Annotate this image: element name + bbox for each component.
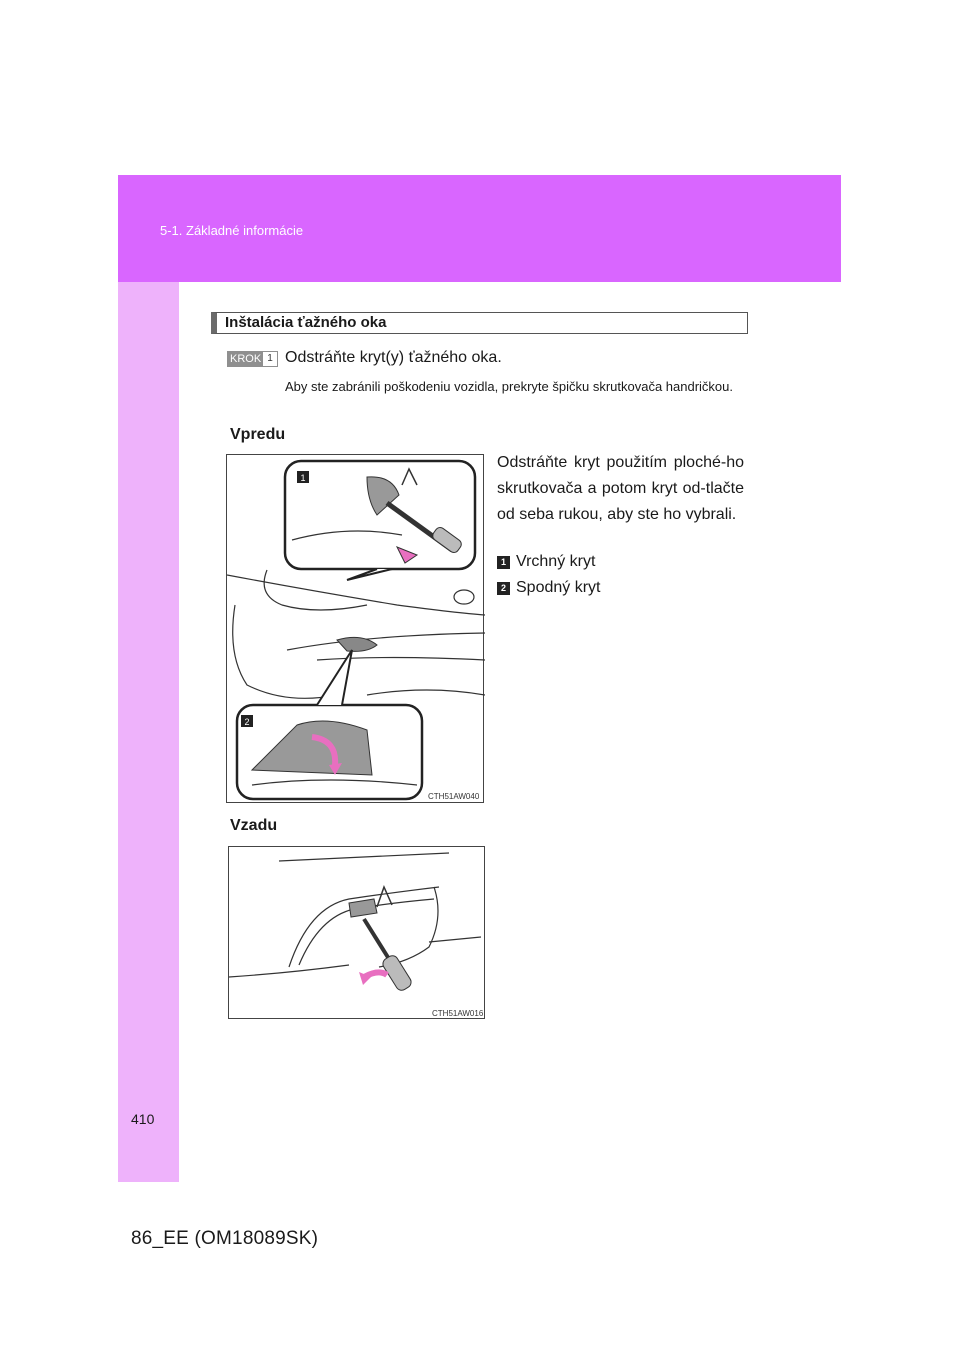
step-badge-number: 1 [263,352,277,366]
front-heading: Vpredu [230,426,286,443]
page-number: 410 [131,1111,155,1127]
svg-text:2: 2 [244,717,250,727]
section-label: 5-1. Základné informácie [160,223,304,238]
legend-marker-1: 1 [497,556,510,569]
rear-illustration [229,847,486,1020]
side-strip [118,282,179,1182]
legend-label-upper-cover: Vrchný kryt [516,553,596,570]
front-figure-code: CTH51AW040 [428,792,480,801]
document-code: 86_EE (OM18089SK) [131,1228,319,1249]
legend-item-lower-cover [497,579,600,597]
step-badge [227,351,278,367]
rear-heading: Vzadu [230,817,278,834]
legend-label-lower-cover: Spodný kryt [516,579,601,596]
rear-figure-code: CTH51AW016 [432,1009,484,1018]
svg-text:1: 1 [300,473,306,483]
step-badge-label: KROK [230,353,262,365]
front-figure [226,454,484,803]
rear-figure [228,846,485,1019]
legend-item-upper-cover [497,553,595,571]
step-text: Odstráňte kryt(y) ťažného oka. [285,349,502,366]
front-description: Odstráňte kryt použitím ploché-ho skrutkovača a potom kryt od-tlačte od seba rukou, aby ste ho vybrali. [497,454,744,523]
front-illustration [227,455,485,804]
step-note: Aby ste zabránili poškodeniu vozidla, prekryte špičku skrutkovača handričkou. [285,379,734,394]
section-title: Inštalácia ťažného oka [211,312,748,334]
legend-marker-2: 2 [497,582,510,595]
